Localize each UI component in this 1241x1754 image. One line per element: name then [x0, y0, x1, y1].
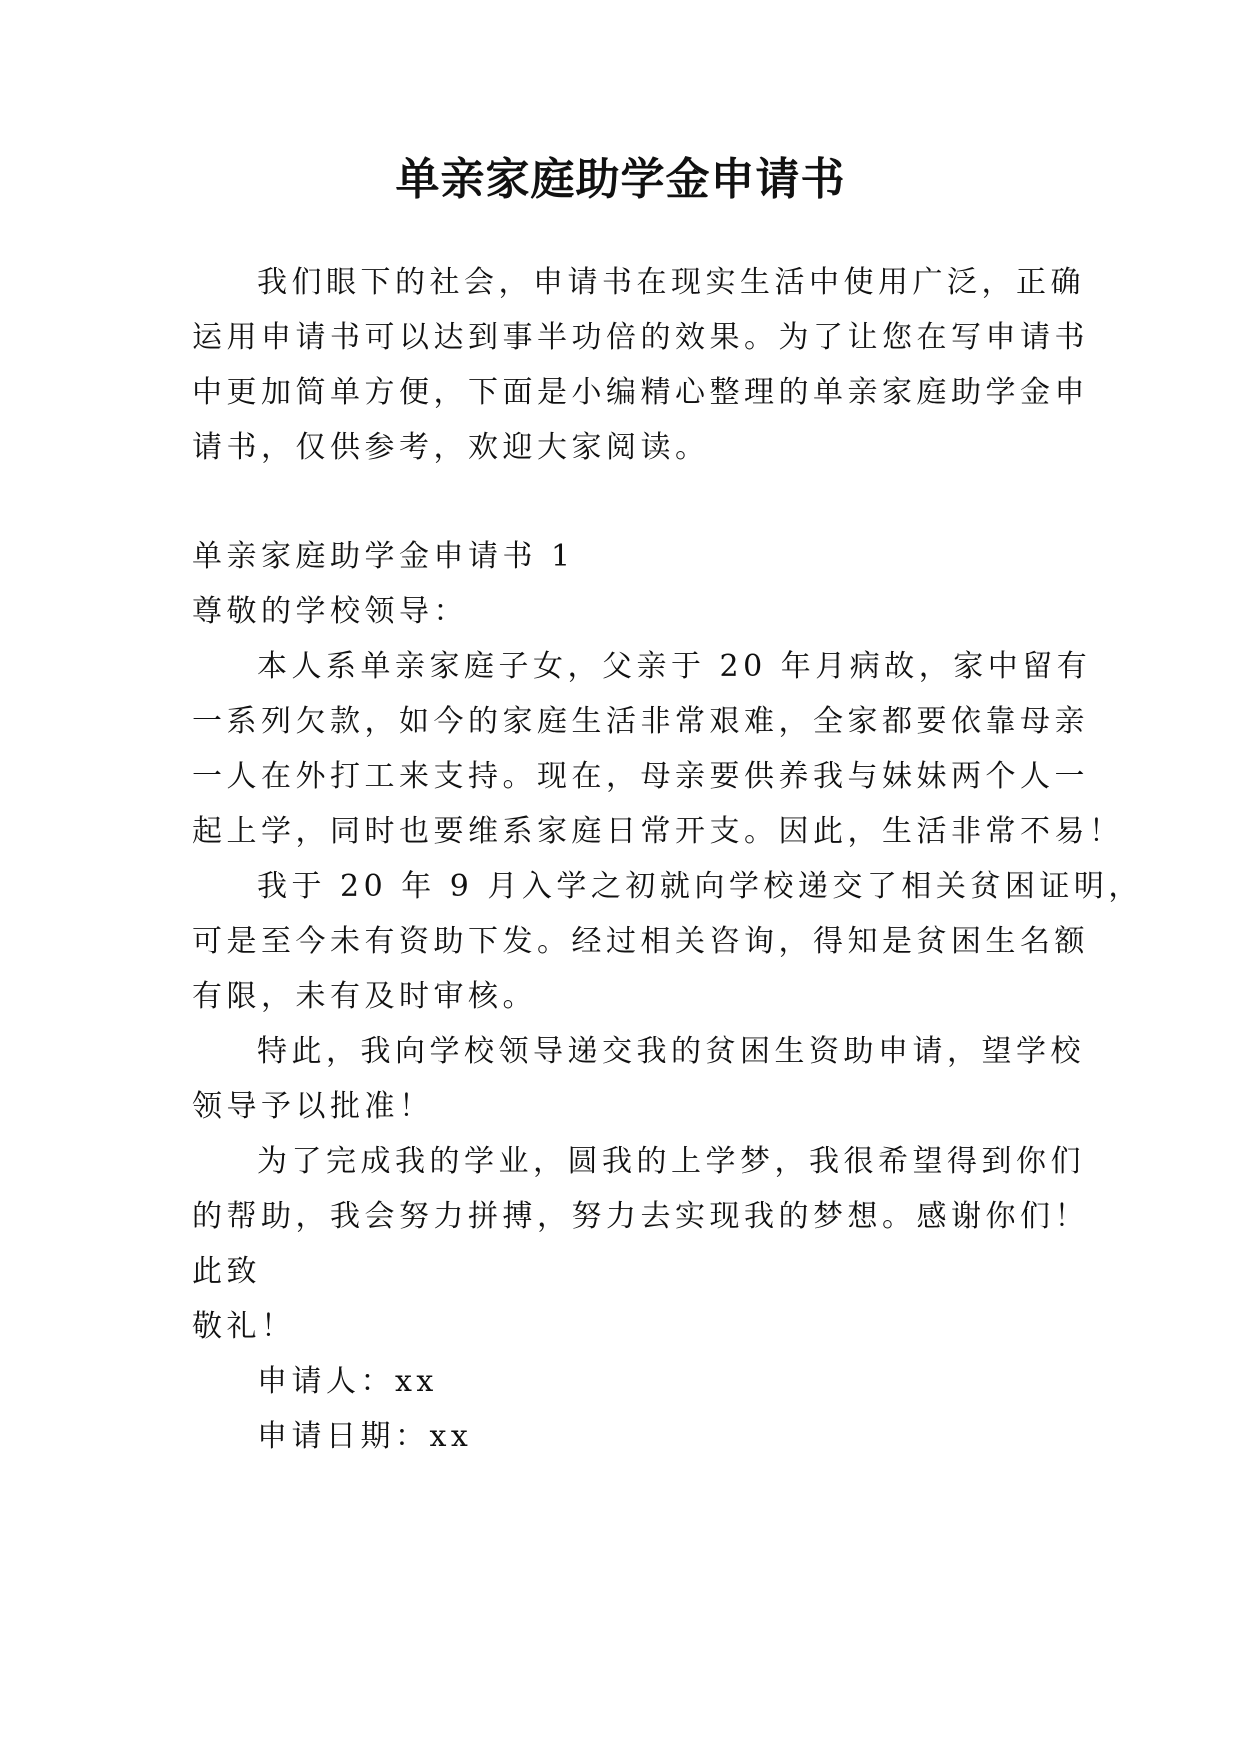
- document-title: 单亲家庭助学金申请书: [395, 154, 846, 205]
- paragraph-1-line-4: 起上学，同时也要维系家庭日常开支。因此，生活非常不易！: [192, 814, 1124, 849]
- paragraph-3-line-2: 领导予以批准！: [192, 1089, 434, 1124]
- closing-line-2: 敬礼！: [192, 1309, 296, 1344]
- paragraph-2-line-3: 有限，未有及时审核。: [192, 979, 537, 1014]
- intro-line-2: 运用申请书可以达到事半功倍的效果。为了让您在写申请书: [192, 320, 1089, 355]
- salutation: 尊敬的学校领导：: [192, 594, 468, 629]
- paragraph-1-line-1: 本人系单亲家庭子女，父亲于 20 年月病故，家中留有: [257, 649, 1092, 684]
- closing-line-1: 此致: [192, 1254, 261, 1289]
- date-line: 申请日期：xx: [257, 1419, 473, 1454]
- section-heading: 单亲家庭助学金申请书 1: [192, 539, 575, 574]
- paragraph-3-line-1: 特此，我向学校领导递交我的贫困生资助申请，望学校: [257, 1034, 1085, 1069]
- paragraph-2-line-2: 可是至今未有资助下发。经过相关咨询，得知是贫困生名额: [192, 924, 1089, 959]
- paragraph-4-line-1: 为了完成我的学业，圆我的上学梦，我很希望得到你们: [257, 1144, 1085, 1179]
- intro-line-3: 中更加简单方便，下面是小编精心整理的单亲家庭助学金申: [192, 375, 1089, 410]
- paragraph-1-line-2: 一系列欠款，如今的家庭生活非常艰难，全家都要依靠母亲: [192, 704, 1089, 739]
- applicant-line: 申请人：xx: [257, 1364, 438, 1399]
- intro-line-1: 我们眼下的社会，申请书在现实生活中使用广泛，正确: [257, 265, 1085, 300]
- paragraph-2-line-1: 我于 20 年 9 月入学之初就向学校递交了相关贫困证明，: [257, 869, 1143, 904]
- intro-line-4: 请书，仅供参考，欢迎大家阅读。: [192, 430, 710, 465]
- paragraph-1-line-3: 一人在外打工来支持。现在，母亲要供养我与妹妹两个人一: [192, 759, 1089, 794]
- paragraph-4-line-2: 的帮助，我会努力拼搏，努力去实现我的梦想。感谢你们！: [192, 1199, 1089, 1234]
